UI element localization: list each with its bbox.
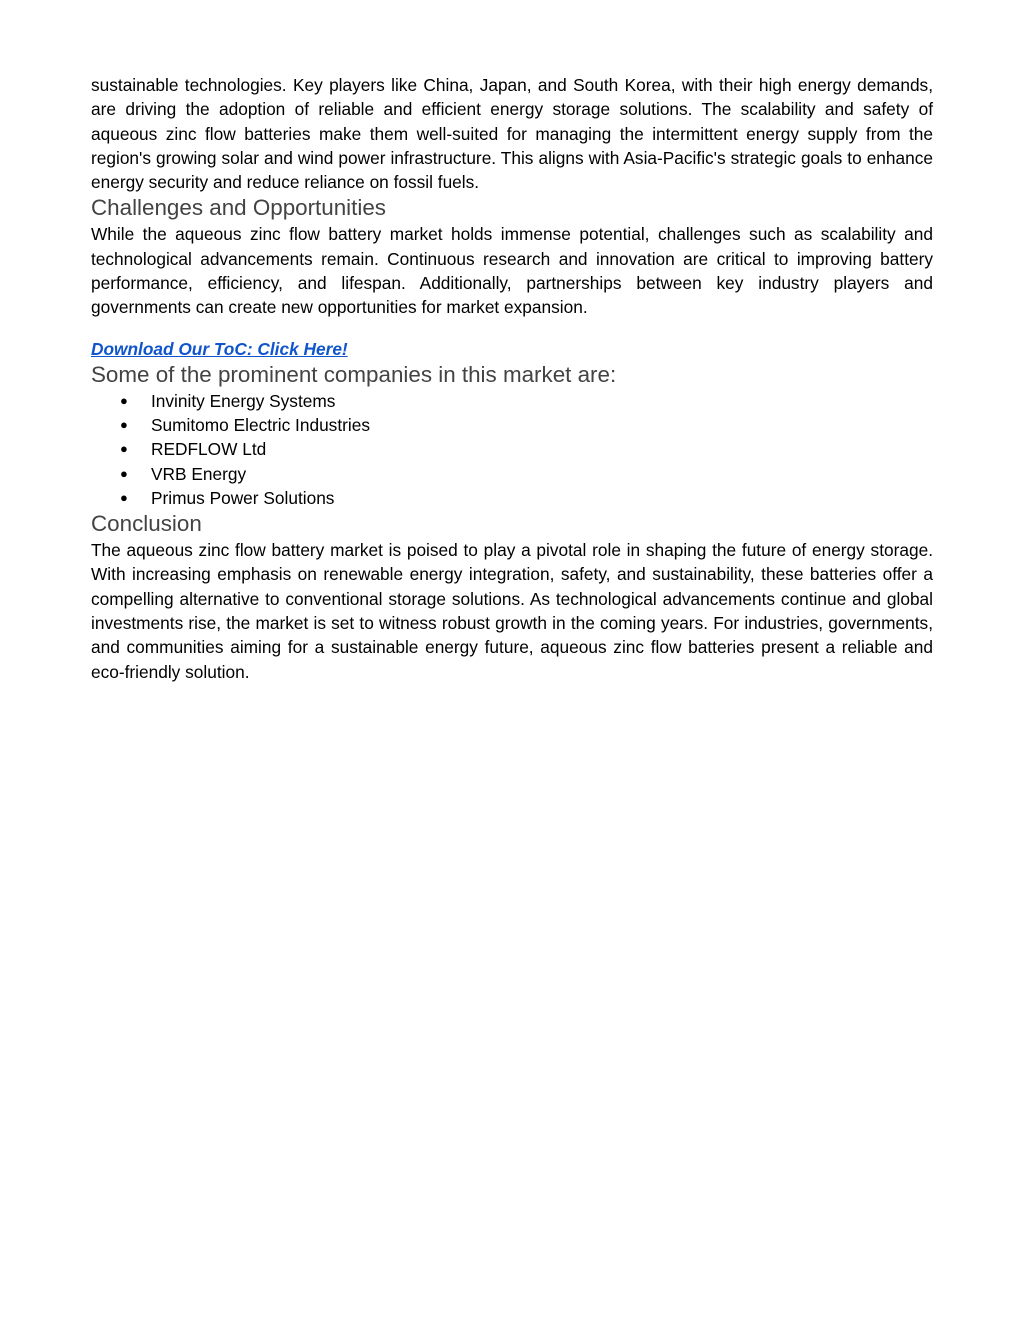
bullet-icon: ● (120, 416, 128, 432)
company-name: Invinity Energy Systems (151, 390, 336, 411)
company-list (91, 389, 933, 510)
company-name: VRB Energy (151, 463, 247, 484)
challenges-heading: Challenges and Opportunities (91, 195, 387, 221)
conclusion-heading: Conclusion (91, 511, 202, 537)
intro-paragraph: sustainable technologies. Key players like China, Japan, and South Korea, with their high energy demands, are driving the adoption of reliable and efficient energy storage solutions. The scalability and safety of aqueous zinc flow batteries make them well-suited for managing the intermittent energy supply from the region's growing solar and wind power infrastructure. This aligns with Asia-Pacific's strategic goals to enhance energy security and reduce reliance on fossil fuels. (91, 75, 933, 193)
bullet-icon: ● (120, 489, 128, 505)
toc-link-line (91, 337, 933, 361)
companies-heading: Some of the prominent companies in this market are: (91, 361, 617, 387)
bullet-icon: ● (120, 465, 128, 481)
company-name: Sumitomo Electric Industries (151, 414, 370, 435)
list-item (91, 437, 933, 461)
list-item (91, 413, 933, 437)
conclusion-paragraph: The aqueous zinc flow battery market is poised to play a pivotal role in shaping the future of energy storage. With increasing emphasis on renewable energy integration, safety, and sustainability, these batteries offer a compelling alternative to conventional storage solutions. As technological advancements continue and global investments rise, the market is set to witness robust growth in the coming years. For industries, governments, and communities aiming for a sustainable energy future, aqueous zinc flow batteries present a reliable and eco-friendly solution. (91, 540, 933, 682)
list-item (91, 462, 933, 486)
challenges-paragraph: While the aqueous zinc flow battery market holds immense potential, challenges such as scalability and technological advancements remain. Continuous research and innovation are critical to improving battery performance, efficiency, and lifespan. Additionally, partnerships between key industry players and governments can create new opportunities for market expansion. (91, 224, 933, 318)
company-name: Primus Power Solutions (151, 487, 335, 508)
list-item (91, 389, 933, 413)
list-item (91, 486, 933, 510)
bullet-icon: ● (120, 441, 128, 457)
download-toc-link[interactable]: Download Our ToC: Click Here! (91, 338, 348, 359)
bullet-icon: ● (120, 392, 128, 408)
document-page (91, 73, 933, 684)
company-name: REDFLOW Ltd (151, 439, 267, 460)
